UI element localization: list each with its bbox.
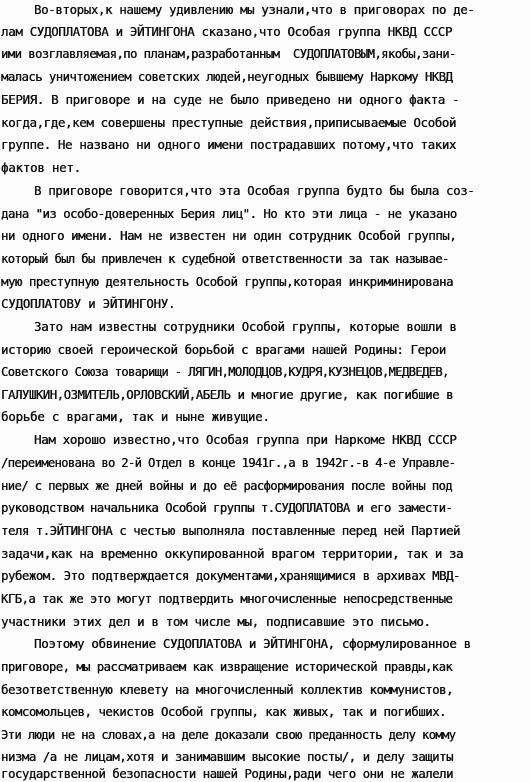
- text-line: СУДОПЛАТОВУ и ЭЙТИНГОНУ.: [1, 296, 176, 311]
- text-line: рубежом. Это подтверждается документами,хранящимися в архивах МВД-: [1, 569, 460, 583]
- text-line: борьбе с врагами, так и ныне живущие.: [1, 409, 270, 424]
- text-line: Нам хорошо известно,что Особая группа при Наркоме НКВД СССР: [34, 432, 457, 447]
- text-line: ГАЛУШКИН,ОЗМИТЕЛЬ,ОРЛОВСКИЙ,АБЕЛЬ и многие другие, как погибшие в: [1, 388, 453, 402]
- text-line: руководством начальника Особой группы т.СУДОПЛАТОВА и его замести-: [1, 501, 453, 515]
- text-line: мую преступную деятельность Особой группы,которая инкриминирована: [1, 275, 453, 289]
- text-line: ими возглавляемая,по планам,разработанным СУДОПЛАТОВЫМ,якобы,зани-: [1, 47, 456, 61]
- text-line: Эти люди не на словах,а на деле доказали свою преданность делу комму: [1, 728, 456, 742]
- text-line: историю своей героической борьбой с врагами нашей Родины: Герои: [1, 342, 446, 357]
- text-line: БЕРИЯ. В приговоре и на суде не было приведено ни одного факта -: [1, 92, 460, 107]
- text-line: приговоре, мы рассматриваем как извращение исторической правды,как: [1, 660, 453, 674]
- text-line: участники этих дел и в том числе мы, подписавшие это письмо.: [1, 614, 431, 629]
- text-line: задачи,как на временно оккупированной врагом территории, так и за: [1, 546, 464, 561]
- text-line: Зато нам известны сотрудники Особой группы, которые вошли в: [34, 319, 457, 334]
- text-line: группе. Не названо ни одного имени пострадавших потому,что таких: [1, 137, 457, 152]
- text-line: Во-вторых,к нашему удивлению мы узнали,что в приговорах по де-: [34, 3, 475, 17]
- text-line: государственной безопасности нашей Родины,ради чего они не жалели: [1, 767, 453, 781]
- text-line: фактов нет.: [1, 160, 81, 175]
- text-line: Советского Союза товарищи - ЛЯГИН,МОЛОДЦОВ,КУДРЯ,КУЗНЕЦОВ,МЕДВЕДЕВ,: [1, 365, 449, 379]
- text-line: ни одного имени. Нам не известен ни один сотрудник Особой группы,: [1, 229, 457, 243]
- text-line: Поэтому обвинение СУДОПЛАТОВА и ЭЙТИНГОНА, сформулированное в: [34, 636, 471, 651]
- text-line: В приговоре говорится,что эта Особая группа будто бы была соз-: [34, 184, 475, 198]
- text-line: ние/ с первых же дней войны и до её расформирования после войны под: [1, 479, 452, 493]
- text-line: когда,где,кем совершены преступные действия,приписываемые Особой: [1, 115, 457, 130]
- text-line: малась уничтожением советских людей,неугодных бывшему Наркому НКВД: [1, 70, 453, 84]
- text-line: низма /а не лицам,хотя и занимавшим высокие посты/, и делу защиты: [1, 750, 453, 764]
- text-line: КГБ,а так же это могут подтвердить многочисленные непосредственные: [1, 592, 453, 606]
- text-line: /переименована во 2-й Отдел в конце 1941г.,а в 1942г.-в 4-е Управле-: [1, 456, 456, 470]
- text-line: лам СУДОПЛАТОВА и ЭЙТИНГОНА сказано,что Особая группа НКВД СССР: [1, 24, 453, 39]
- text-line: который был бы привлечен к судебной ответственности за так называе-: [1, 252, 449, 266]
- text-line: комсомольцев, чекистов Особой группы, как живых, так и погибших.: [1, 705, 447, 719]
- text-line: безответственную клевету на многочисленный коллектив коммунистов,: [1, 683, 453, 697]
- text-line: дана "из особо-доверенных Берия лиц". Но кто эти лица - не указано: [1, 207, 457, 221]
- text-line: теля т.ЭЙТИНГОНА с честью выполняла поставленные перед ней Партией: [1, 524, 460, 538]
